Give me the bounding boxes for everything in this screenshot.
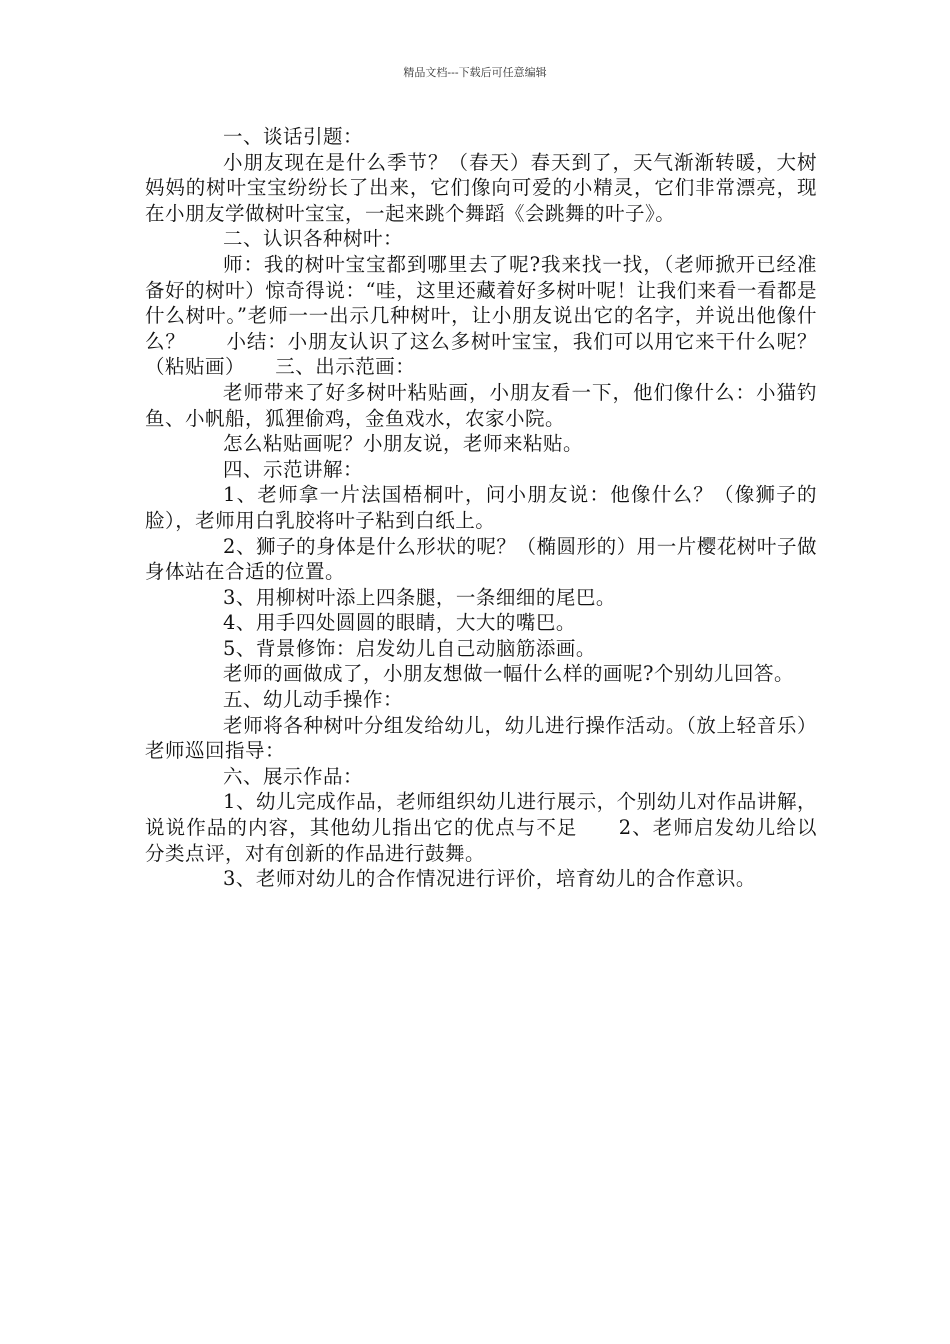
paragraph-question: 老师的画做成了，小朋友想做一幅什么样的画呢?个别幼儿回答。 bbox=[223, 662, 794, 686]
page-header: 精品文档---下载后可任意编辑 bbox=[403, 66, 547, 79]
demo-step-4: 4、用手四处圆圆的眼睛，大大的嘴巴。 bbox=[223, 611, 576, 635]
section-heading-leaves: 二、认识各种树叶： bbox=[223, 227, 404, 251]
demo-step-1: 1、老师拿一片法国梧桐叶，问小朋友说：他像什么？（像狮子的脸），老师用白乳胶将叶子粘到白纸上。 bbox=[145, 483, 817, 532]
show-step-3: 3、老师对幼儿的合作情况进行评价，培育幼儿的合作意识。 bbox=[223, 867, 756, 891]
demo-step-3: 3、用柳树叶添上四条腿，一条细细的尾巴。 bbox=[223, 585, 616, 609]
show-step-1: 1、幼儿完成作品，老师组织幼儿进行展示，个别幼儿对作品讲解，说说作品的内容，其他幼儿指出它的优点与不足 2、老师启发幼儿给以分类点评，对有创新的作品进行鼓舞。 bbox=[145, 790, 817, 865]
document-body bbox=[145, 124, 817, 892]
section-heading-demo: 四、示范讲解： bbox=[223, 457, 364, 481]
section-heading-intro: 一、谈话引题： bbox=[223, 125, 364, 148]
paragraph-how: 怎么粘贴画呢？小朋友说，老师来粘贴。 bbox=[223, 432, 584, 456]
paragraph-intro: 小朋友现在是什么季节？（春天）春天到了，天气渐渐转暖，大树妈妈的树叶宝宝纷纷长了出来，它们像向可爱的小精灵，它们非常漂亮，现在小朋友学做树叶宝宝，一起来跳个舞蹈《会跳舞的叶子》。 bbox=[145, 150, 817, 225]
demo-step-5: 5、背景修饰：启发幼儿自己动脑筋添画。 bbox=[223, 636, 596, 660]
demo-step-2: 2、狮子的身体是什么形状的呢？（椭圆形的）用一片樱花树叶子做身体站在合适的位置。 bbox=[145, 534, 817, 584]
section-heading-practice: 五、幼儿动手操作： bbox=[223, 688, 404, 712]
paragraph-examples: 老师带来了好多树叶粘贴画，小朋友看一下，他们像什么：小猫钓鱼、小帆船，狐狸偷鸡，金鱼戏水，农家小院。 bbox=[145, 380, 817, 430]
paragraph-leaves: 师：我的树叶宝宝都到哪里去了呢?我来找一找，（老师掀开已经准备好的树叶）惊奇得说：“哇，这里还藏着好多树叶呢！让我们来看一看都是什么树叶。”老师一一出示几种树叶，让小朋友说出它的名字，并说出他像什么？ 小结：小朋友认识了这么多树叶宝宝，我们可以用它来干什么呢？（粘贴画） 三、出示范画： bbox=[145, 252, 817, 379]
paragraph-practice: 老师将各种树叶分组发给幼儿，幼儿进行操作活动。（放上轻音乐）老师巡回指导： bbox=[145, 713, 817, 763]
section-heading-show: 六、展示作品： bbox=[223, 764, 364, 788]
